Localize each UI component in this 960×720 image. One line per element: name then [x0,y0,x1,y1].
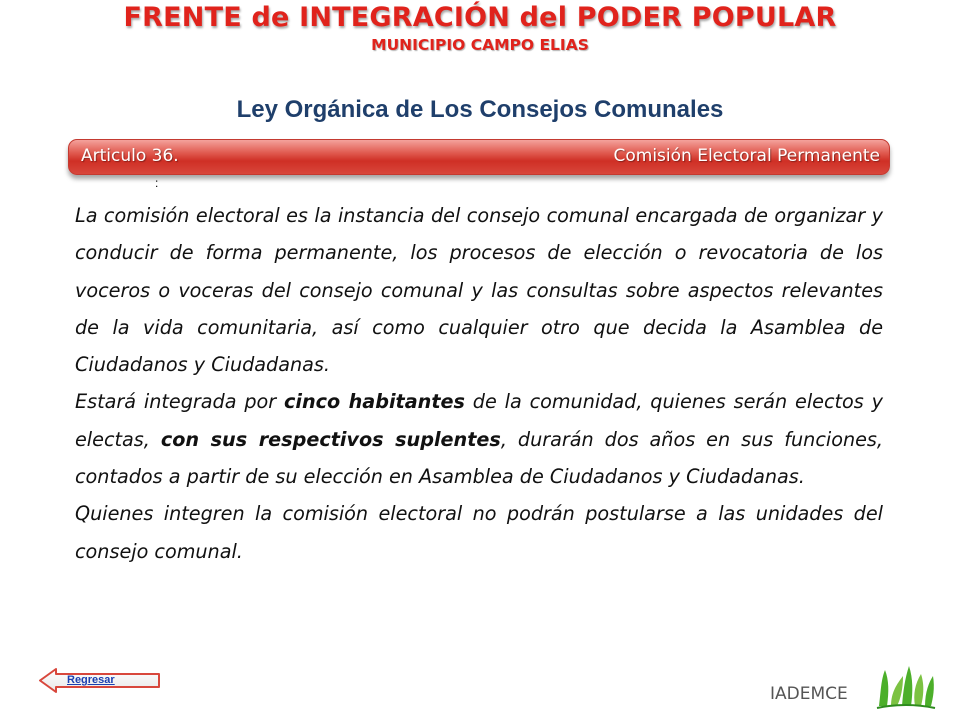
page-title: Ley Orgánica de Los Consejos Comunales [236,96,724,123]
header-subtitle: MUNICIPIO CAMPO ELIAS [371,36,589,54]
article-topic: Comisión Electoral Permanente [613,146,880,166]
paragraph-2-text-c: , durarán dos años en sus funciones, contados a partir de su elección en Asamblea de Ciudadanos y Ciudadanas. [75,427,884,489]
article-number: Articulo 36. [81,146,179,166]
colon-mark: : [155,176,159,190]
paragraph-2 [75,383,883,495]
back-button[interactable] [38,667,162,694]
leaf-logo-icon [875,662,937,712]
paragraph-2-bold-a: cinco habitantes [284,390,465,414]
article-body [75,197,883,570]
paragraph-1: La comisión electoral es la instancia del consejo comunal encargada de organizar y conducir de forma permanente, los procesos de elección o revocatoria de los voceros o voceras del consejo comunal y las consultas sobre aspectos relevantes de la vida comunitaria, así como cualquier otro que decida la Asamblea de Ciudadanos y Ciudadanas. [75,204,883,377]
paragraph-2-bold-b: con sus respectivos suplentes [160,427,501,451]
header-title: FRENTE de INTEGRACIÓN del PODER POPULAR [123,2,837,33]
back-link[interactable]: Regresar [67,674,115,686]
paragraph-3: Quienes integren la comisión electoral no podrán postularse a las unidades del consejo comunal. [75,502,883,563]
article-banner [68,139,890,175]
paragraph-2-text-a: Estará integrada por [75,390,285,414]
paragraph-2-text-b: de la comunidad, quienes serán electos y electas, [75,390,883,451]
organization-name: IADEMCE [770,684,848,704]
